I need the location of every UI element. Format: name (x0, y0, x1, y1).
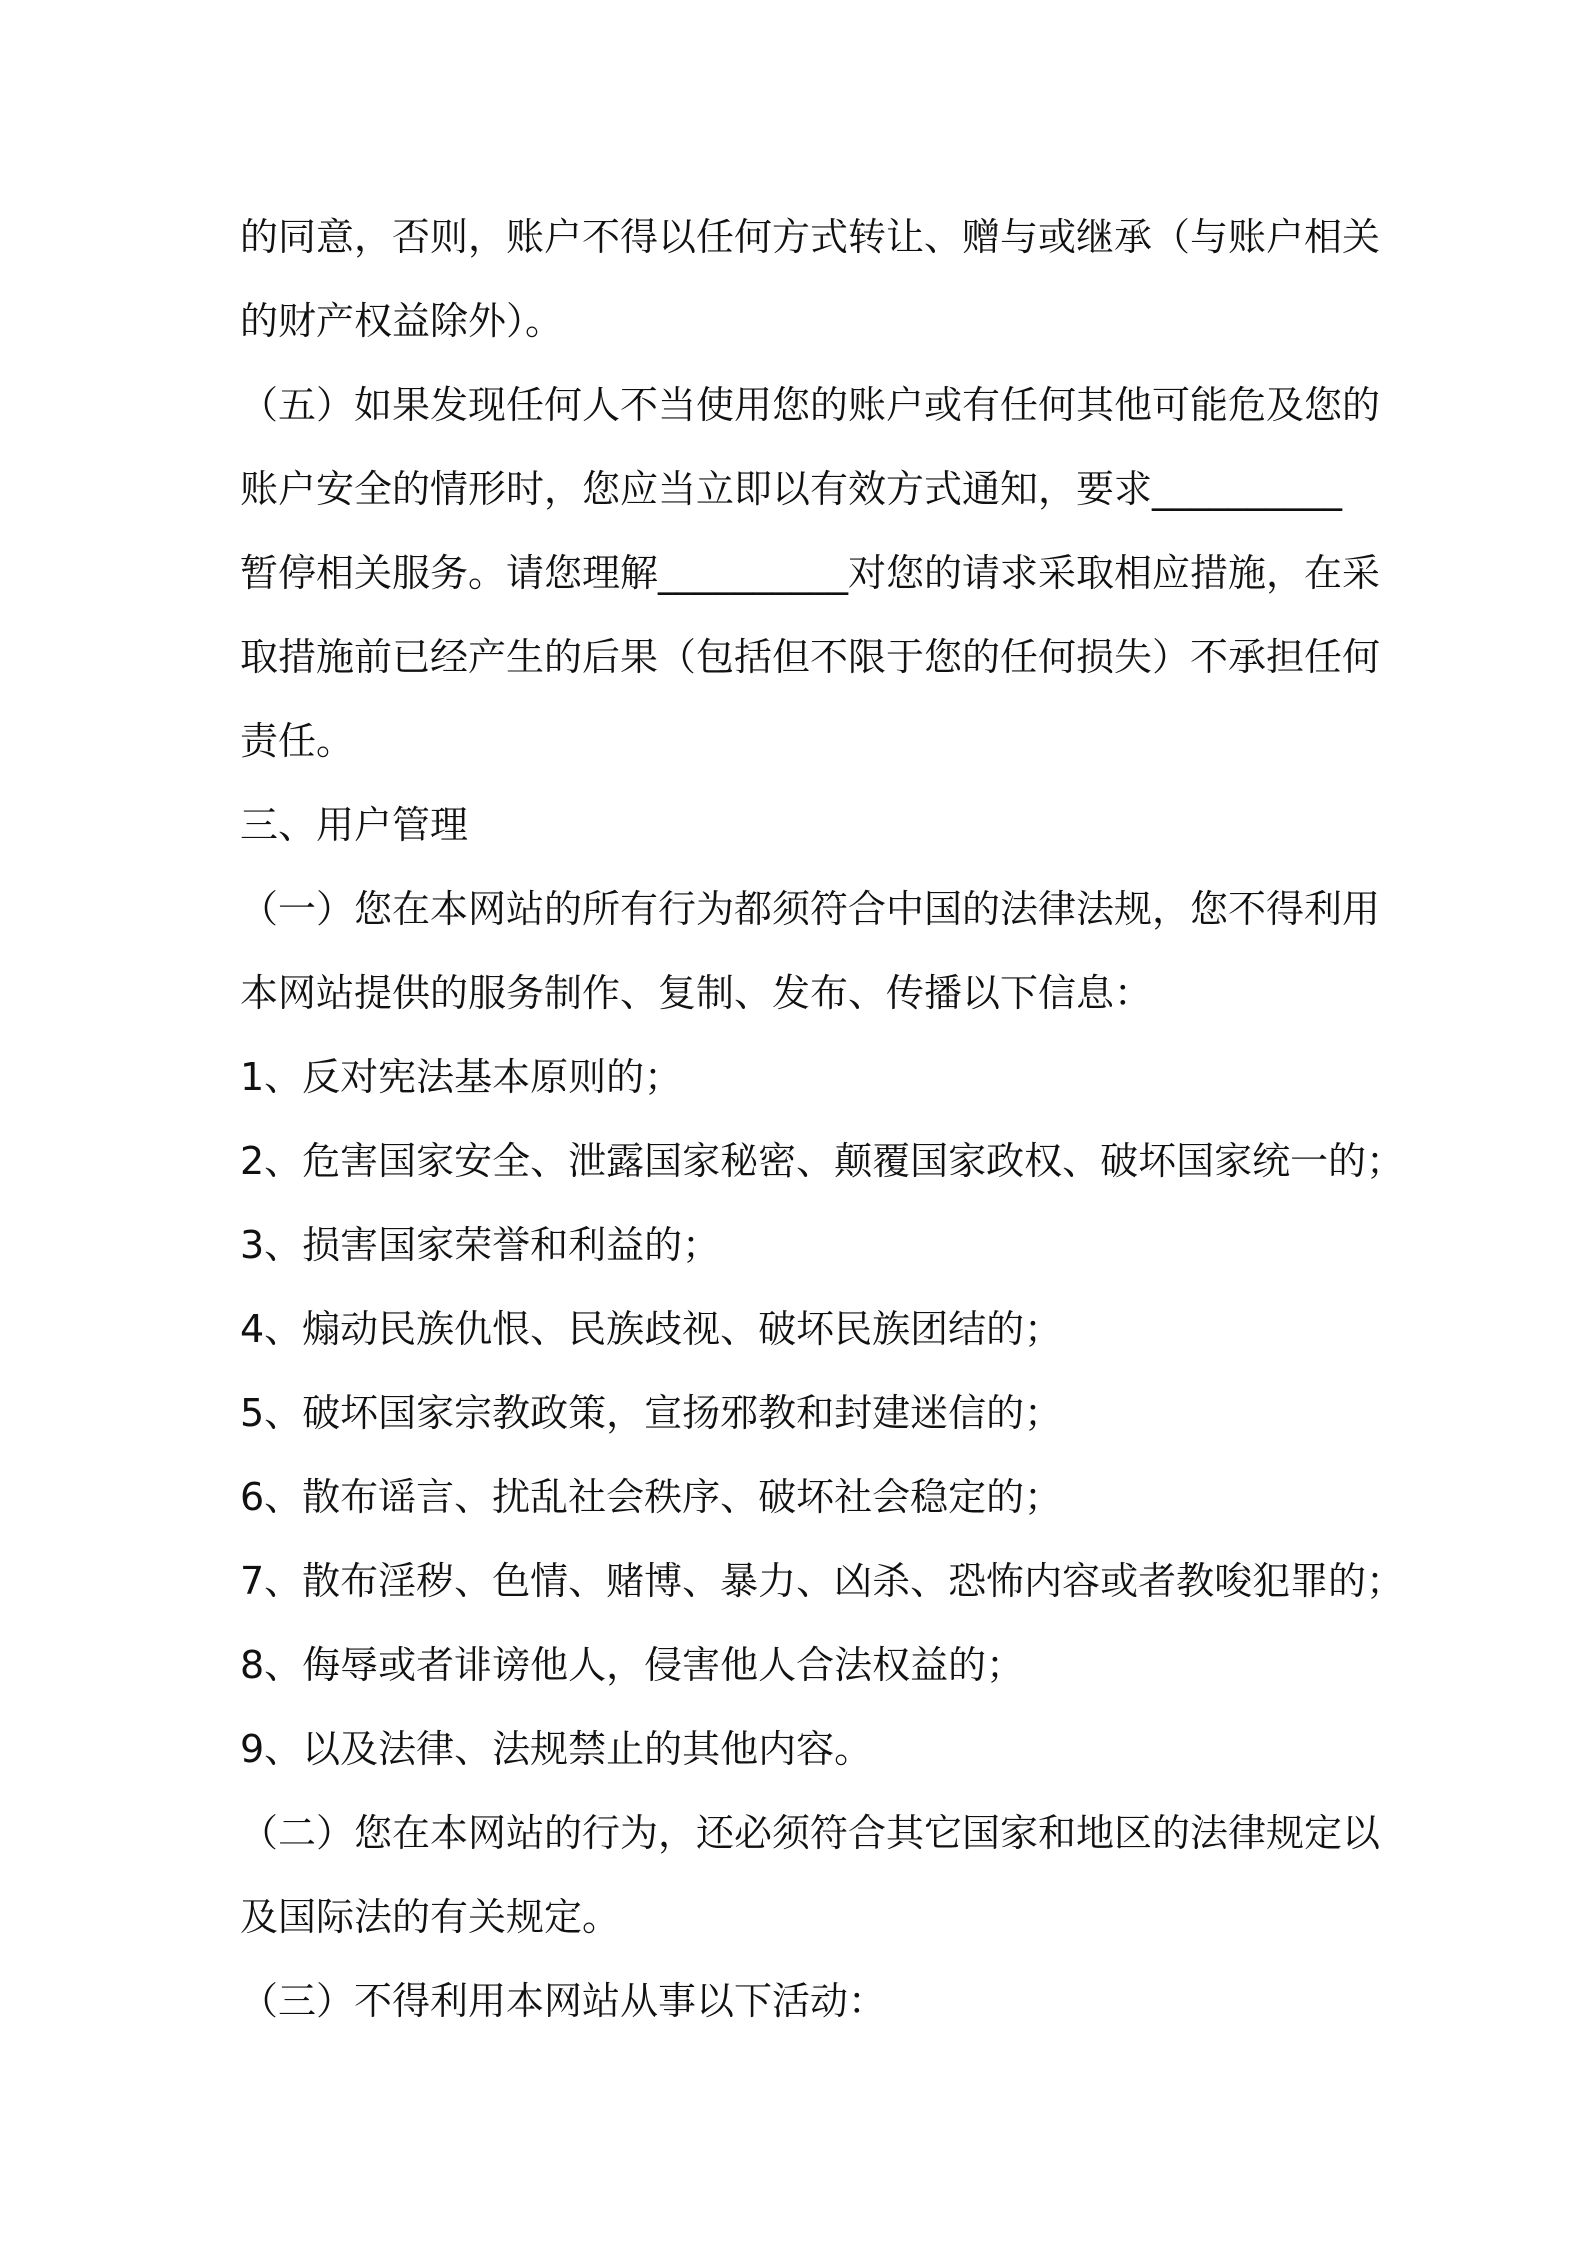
paragraph-line: 本网站提供的服务制作、复制、发布、传播以下信息： (240, 971, 1153, 1015)
paragraph-line: 的财产权益除外）。 (240, 299, 564, 343)
paragraph-line: （三）不得利用本网站从事以下活动： (240, 1979, 887, 2023)
section-heading: 三、用户管理 (240, 803, 469, 847)
list-item: 1、反对宪法基本原则的； (240, 1055, 683, 1099)
list-item: 3、损害国家荣誉和利益的； (240, 1223, 721, 1267)
list-item: 9、以及法律、法规禁止的其他内容。 (240, 1727, 873, 1771)
paragraph-line: 的同意，否则，账户不得以任何方式转让、赠与或继承（与账户相关 (240, 215, 1381, 259)
paragraph-line: 账户安全的情形时，您应当立即以有效方式通知，要求__________ (240, 467, 1343, 511)
document-body (240, 195, 1405, 2043)
paragraph-line: 取措施前已经产生的后果（包括但不限于您的任何损失）不承担任何 (240, 635, 1381, 679)
paragraph-line: 暂停相关服务。请您理解__________对您的请求采取相应措施，在采 (240, 551, 1381, 595)
list-item: 2、危害国家安全、泄露国家秘密、颠覆国家政权、破坏国家统一的； (240, 1139, 1405, 1183)
list-item: 4、煽动民族仇恨、民族歧视、破坏民族团结的； (240, 1307, 1063, 1351)
list-item: 8、侮辱或者诽谤他人，侵害他人合法权益的； (240, 1643, 1025, 1687)
list-item: 6、散布谣言、扰乱社会秩序、破坏社会稳定的； (240, 1475, 1063, 1519)
paragraph-line: （二）您在本网站的行为，还必须符合其它国家和地区的法律规定以 (240, 1811, 1381, 1855)
paragraph-line: 责任。 (240, 719, 355, 763)
paragraph-line: （五）如果发现任何人不当使用您的账户或有任何其他可能危及您的 (240, 383, 1381, 427)
list-item: 5、破坏国家宗教政策，宣扬邪教和封建迷信的； (240, 1391, 1063, 1435)
list-item: 7、散布淫秽、色情、赌博、暴力、凶杀、恐怖内容或者教唆犯罪的； (240, 1559, 1405, 1603)
paragraph-line: 及国际法的有关规定。 (240, 1895, 621, 1939)
paragraph-line: （一）您在本网站的所有行为都须符合中国的法律法规，您不得利用 (240, 887, 1381, 931)
